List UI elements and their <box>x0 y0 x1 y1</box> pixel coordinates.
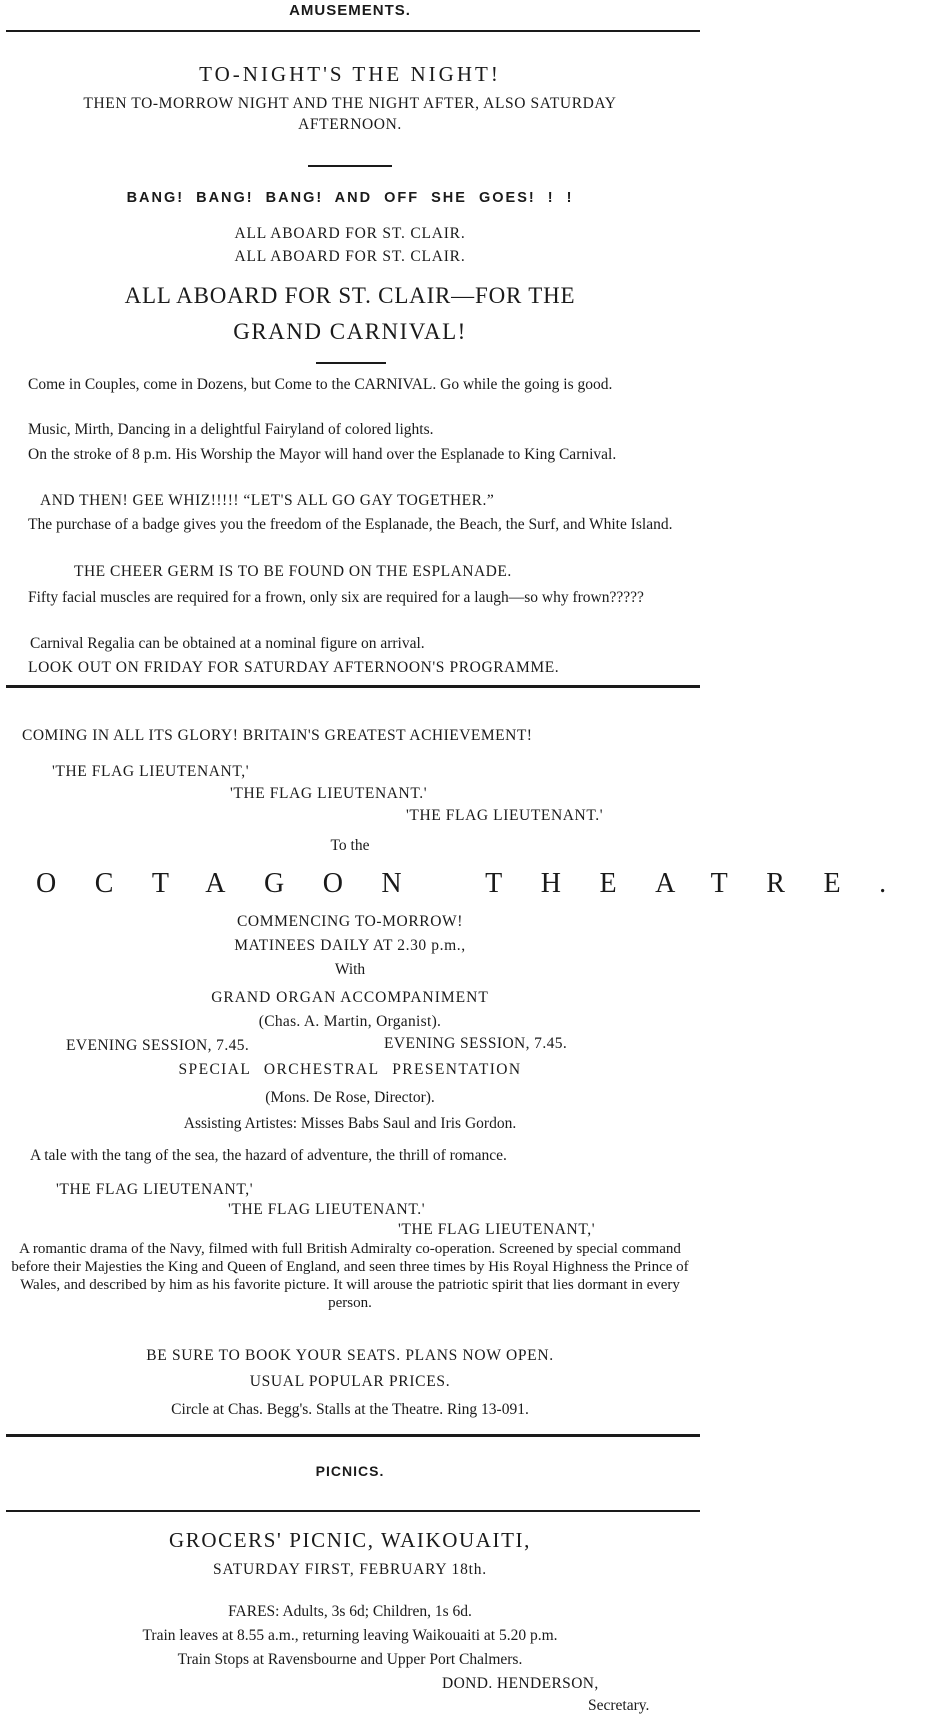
aboard-big-1: ALL ABOARD FOR ST. CLAIR—FOR THE <box>124 283 576 308</box>
divider <box>316 362 386 364</box>
amusements-header: AMUSEMENTS. <box>289 2 411 19</box>
aboard-big-2: GRAND CARNIVAL! <box>233 319 467 344</box>
secretary: Secretary. <box>588 1697 650 1714</box>
rule <box>6 685 700 688</box>
matinees: MATINEES DAILY AT 2.30 p.m., <box>234 937 466 954</box>
grocers-headline: GROCERS' PICNIC, WAIKOUAITI, <box>168 1528 532 1552</box>
couples-text: Come in Couples, come in Dozens, but Come to the CARNIVAL. Go while the going is good. <box>28 376 613 393</box>
flag-title-4: 'THE FLAG LIEUTENANT,' <box>56 1181 254 1198</box>
rule <box>6 1510 700 1512</box>
organist: (Chas. A. Martin, Organist). <box>258 1013 442 1030</box>
artistes: Assisting Artistes: Misses Babs Saul and Iris Gordon. <box>183 1115 517 1132</box>
commencing: COMMENCING TO-MORROW! <box>236 913 464 930</box>
prices: USUAL POPULAR PRICES. <box>249 1373 451 1390</box>
book-seats: BE SURE TO BOOK YOUR SEATS. PLANS NOW OPEN. <box>146 1347 554 1364</box>
picnic-date: SATURDAY FIRST, FEBRUARY 18th. <box>213 1561 487 1578</box>
regalia-text: Carnival Regalia can be obtained at a nominal figure on arrival. <box>30 635 425 652</box>
gee-whiz: AND THEN! GEE WHIZ!!!!! “LET'S ALL GO GAY TOGETHER.” <box>40 492 495 509</box>
flag-title-6: 'THE FLAG LIEUTENANT,' <box>398 1221 596 1238</box>
tonight-headline: TO-NIGHT'S THE NIGHT! <box>199 62 501 86</box>
flag-title-5: 'THE FLAG LIEUTENANT.' <box>228 1201 426 1218</box>
drama-text: A romantic drama of the Navy, filmed with full British Admiralty co-operation. Screened by special command before their Majesties the King and Queen of England, and seen three times by His Royal Highness the Prince of Wales, and described by him as his favorite picture. It will arouse the patriotic spirit that lies dormant in every person. <box>11 1241 689 1311</box>
fares: FARES: Adults, 3s 6d; Children, 1s 6d. <box>228 1603 472 1620</box>
train-times: Train leaves at 8.55 a.m., returning leaving Waikouaiti at 5.20 p.m. <box>142 1627 558 1644</box>
director: (Mons. De Rose, Director). <box>265 1089 435 1106</box>
rule <box>6 1434 700 1437</box>
cheer-germ: THE CHEER GERM IS TO BE FOUND ON THE ESPLANADE. <box>74 563 512 580</box>
aboard-small-2: ALL ABOARD FOR ST. CLAIR. <box>234 248 466 265</box>
muscles-text: Fifty facial muscles are required for a frown, only six are required for a laugh—so why frown????? <box>28 589 644 606</box>
circle-stalls: Circle at Chas. Begg's. Stalls at the Theatre. Ring 13-091. <box>171 1401 529 1418</box>
divider <box>308 165 392 167</box>
to-the: To the <box>330 837 370 854</box>
evening-session-2: EVENING SESSION, 7.45. <box>384 1035 568 1052</box>
orchestral: SPECIAL ORCHESTRAL PRESENTATION <box>178 1061 522 1078</box>
aboard-small-1: ALL ABOARD FOR ST. CLAIR. <box>234 225 466 242</box>
coming-line: COMING IN ALL ITS GLORY! BRITAIN'S GREATEST ACHIEVEMENT! <box>22 727 533 744</box>
badge-text: The purchase of a badge gives you the freedom of the Esplanade, the Beach, the Surf, and White Island. <box>28 516 673 533</box>
music-text: Music, Mirth, Dancing in a delightful Fairyland of colored lights. <box>28 421 434 438</box>
picnics-header: PICNICS. <box>315 1463 385 1479</box>
then-line-1: THEN TO-MORROW NIGHT AND THE NIGHT AFTER, ALSO SATURDAY <box>83 95 617 112</box>
signatory: DOND. HENDERSON, <box>442 1675 599 1692</box>
bang-line: BANG! BANG! BANG! AND OFF SHE GOES! ! ! <box>126 190 574 206</box>
with: With <box>334 961 366 978</box>
lookout-text: LOOK OUT ON FRIDAY FOR SATURDAY AFTERNOON'S PROGRAMME. <box>28 659 560 676</box>
flag-title-3: 'THE FLAG LIEUTENANT.' <box>406 807 604 824</box>
theatre-name: OCTAGON THEATRE. <box>36 868 925 899</box>
train-stops: Train Stops at Ravensbourne and Upper Port Chalmers. <box>177 1651 523 1668</box>
flag-title-1: 'THE FLAG LIEUTENANT,' <box>52 763 250 780</box>
tale-line: A tale with the tang of the sea, the hazard of adventure, the thrill of romance. <box>30 1147 507 1164</box>
then-line-2: AFTERNOON. <box>298 116 402 133</box>
evening-session-1: EVENING SESSION, 7.45. <box>66 1037 250 1054</box>
rule <box>6 30 700 32</box>
organ: GRAND ORGAN ACCOMPANIMENT <box>211 989 489 1006</box>
flag-title-2: 'THE FLAG LIEUTENANT.' <box>230 785 428 802</box>
stroke-text: On the stroke of 8 p.m. His Worship the Mayor will hand over the Esplanade to King Carnival. <box>28 446 617 463</box>
